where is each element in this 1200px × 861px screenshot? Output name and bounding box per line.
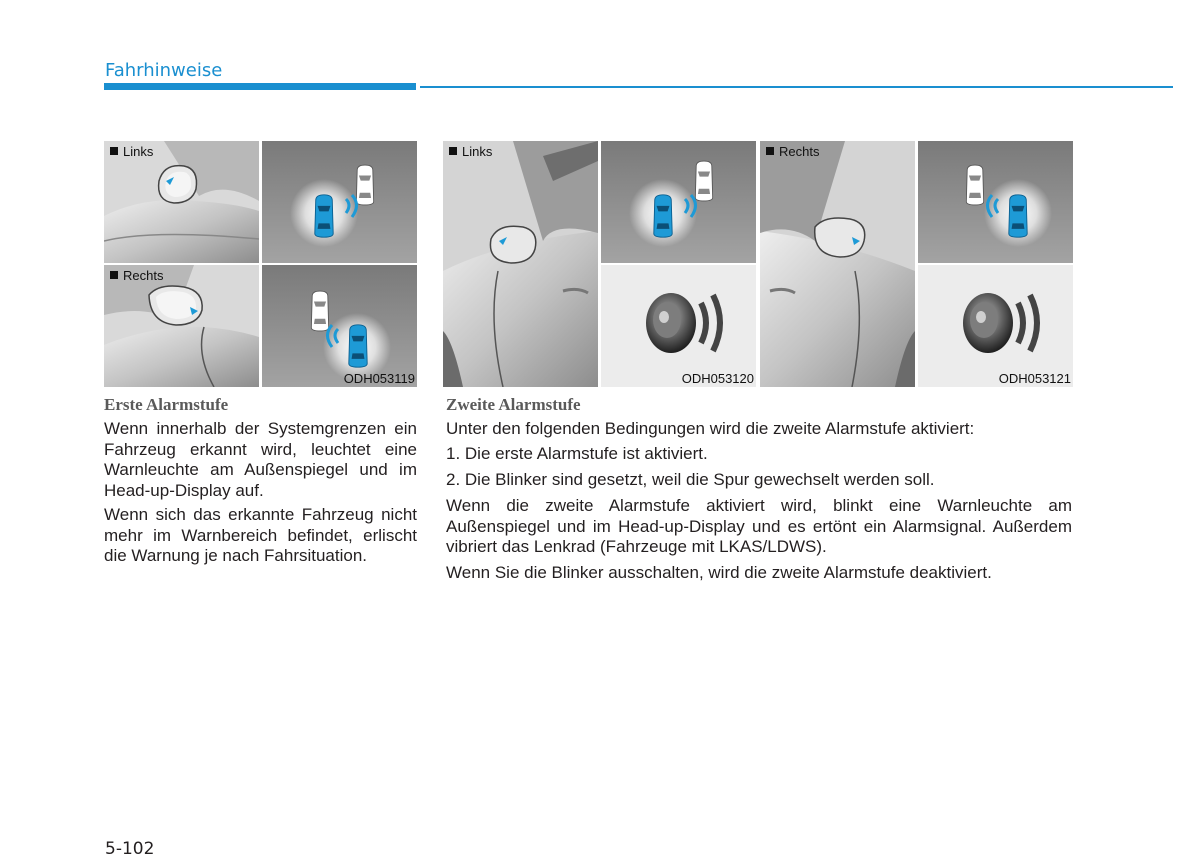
list-item-condition-1: 1. Die erste Alarmstufe ist aktiviert. bbox=[446, 444, 708, 463]
mirror-right-panel bbox=[104, 265, 259, 387]
figure-label-links: Links bbox=[123, 144, 154, 159]
paragraph-second-alert-effects: Wenn die zweite Alarmstufe aktiviert wird, blinkt eine Warnleuchte am Außenspiegel und im Head-up-Display und es ertönt ein Alarmsignal. Außerdem vibriert das Lenkrad (Fahrzeuge mit LKAS/LDWS). bbox=[446, 496, 1072, 556]
figure-label-rechts: Rechts bbox=[123, 268, 164, 283]
car-side-left-panel bbox=[443, 141, 598, 387]
section-title: Fahrhinweise bbox=[105, 60, 223, 81]
radar-right-panel bbox=[918, 141, 1073, 263]
radar-right-panel bbox=[262, 265, 417, 387]
page-number: 5-102 bbox=[105, 839, 155, 859]
paragraph-first-alert-2: Wenn sich das erkannte Fahrzeug nicht mehr im Warnbereich befindet, erlischt die Warnung je nach Fahrsituation. bbox=[104, 505, 417, 565]
speaker-panel bbox=[601, 265, 756, 387]
figure-label-links: Links bbox=[462, 144, 493, 159]
figure-label-rechts: Rechts bbox=[779, 144, 820, 159]
header-rule-thick bbox=[104, 83, 416, 90]
speaker-panel bbox=[918, 265, 1073, 387]
radar-left-panel bbox=[601, 141, 756, 263]
car-side-right-panel bbox=[760, 141, 915, 387]
mirror-left-panel bbox=[104, 141, 259, 263]
figure-code: ODH053119 bbox=[343, 371, 415, 386]
radar-left-panel bbox=[262, 141, 417, 263]
header-rule-thin bbox=[420, 86, 1173, 88]
paragraph-second-alert-deactivate: Wenn Sie die Blinker ausschalten, wird die zweite Alarmstufe deaktiviert. bbox=[446, 563, 992, 582]
paragraph-first-alert-1: Wenn innerhalb der Systemgrenzen ein Fahrzeug erkannt wird, leuchtet eine Warnleuchte am Außenspiegel und im Head-up-Display auf. bbox=[104, 419, 417, 500]
figure-code: ODH053120 bbox=[681, 371, 754, 386]
list-item-condition-2: 2. Die Blinker sind gesetzt, weil die Spur gewechselt werden soll. bbox=[446, 470, 935, 489]
figure-code: ODH053121 bbox=[998, 371, 1071, 386]
heading-erste-alarmstufe: Erste Alarmstufe bbox=[104, 395, 229, 414]
heading-zweite-alarmstufe: Zweite Alarmstufe bbox=[446, 395, 581, 414]
paragraph-second-alert-intro: Unter den folgenden Bedingungen wird die zweite Alarmstufe aktiviert: bbox=[446, 419, 975, 438]
